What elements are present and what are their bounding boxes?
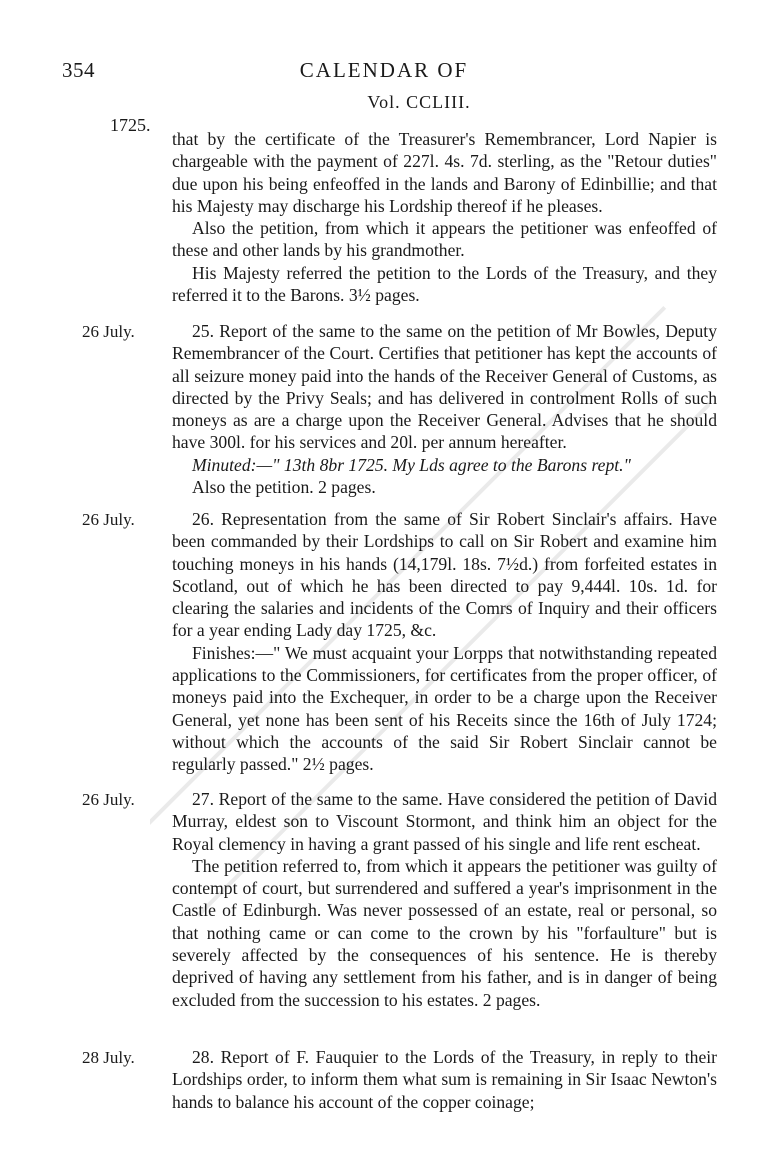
entry-paragraph: His Majesty referred the petition to the Lords of the Treasury, and they referred it to the Barons. 3½ pages. [172,262,717,306]
entry-paragraph: 25. Report of the same to the same on the petition of Mr Bowles, Deputy Remembrancer of the Court. Certifies that petitioner has kept the accounts of all seizure money paid into the hands of the Receiver General of Customs, as directed by the Privy Seals; and has delivered in controlment Rolls of such moneys as are a charge upon the Receiver General. Advises that he should have 300l. for his services and 20l. per annum hereafter. [172,321,717,453]
entry-paragraph: 28. Report of F. Fauquier to the Lords of the Treasury, in reply to their Lordships order, to inform them what sum is remaining in Sir Isaac Newton's hands to balance his account of the copper coinage; [172,1047,717,1112]
entry-date: 28 July. [82,1048,135,1067]
entry-date: 26 July. [82,510,135,529]
entry-paragraph: Also the petition, from which it appears the petitioner was enfeoffed of these and other lands by his grandmother. [172,218,717,261]
entry-date: 26 July. [82,322,135,341]
year-label: 1725. [110,115,151,135]
entry-paragraph: 26. Representation from the same of Sir Robert Sinclair's affairs. Have been commanded by their Lordships to call on Sir Robert and examine him touching moneys in his hands (14,179l. 18s. 7½d.) from forfeited estates in Scotland, out of which he has been directed to pay 9,444l. 10s. 1d. for clearing the salaries and incidents of the Comrs of Inquiry and their officers for a year ending Lady day 1725, &c. [172,509,717,641]
entry-paragraph: that by the certificate of the Treasurer's Remembrancer, Lord Napier is chargeable with the payment of 227l. 4s. 7d. sterling, as the "Retour duties" due upon his being enfeoffed in the lands and Barony of Edinbillie; and that his Majesty may discharge his Lordship thereof if he pleases. [172,129,717,216]
page-number: 354 [62,58,95,82]
volume-heading: Vol. CCLIII. [367,92,471,112]
entry-paragraph: 27. Report of the same to the same. Have considered the petition of David Murray, eldest son to Viscount Stormont, and think him an object for the Royal clemency in having a grant passed of his single and life rent escheat. [172,789,717,854]
entry-paragraph: Also the petition. 2 pages. [192,477,376,498]
entry-paragraph: The petition referred to, from which it appears the petitioner was guilty of contempt of court, but surrendered and suffered a year's imprisonment in the Castle of Edinburgh. Was never possessed of an estate, real or personal, so that nothing came or can come to the crown by his "forfaulture" but is severely affected by the consequences of his sentence. He is thereby deprived of having any settlement from his father, and is in danger of being excluded from the succession to his estates. 2 pages. [172,855,717,1010]
running-title: CALENDAR OF [299,58,469,82]
entry-minute: Minuted:—" 13th 8br 1725. My Lds agree to the Barons rept." [192,454,631,475]
entry-date: 26 July. [82,790,135,809]
entry-paragraph: Finishes:—" We must acquaint your Lorpps that notwithstanding repeated applications to the Commissioners, for certificates from the proper officer, of moneys paid into the Exchequer, in order to be a charge upon the Receiver General, yet none has been sent of his Receits since the 16th of July 1724; without which the accounts of the said Sir Robert Sinclair cannot be regularly passed." 2½ pages. [172,642,717,775]
